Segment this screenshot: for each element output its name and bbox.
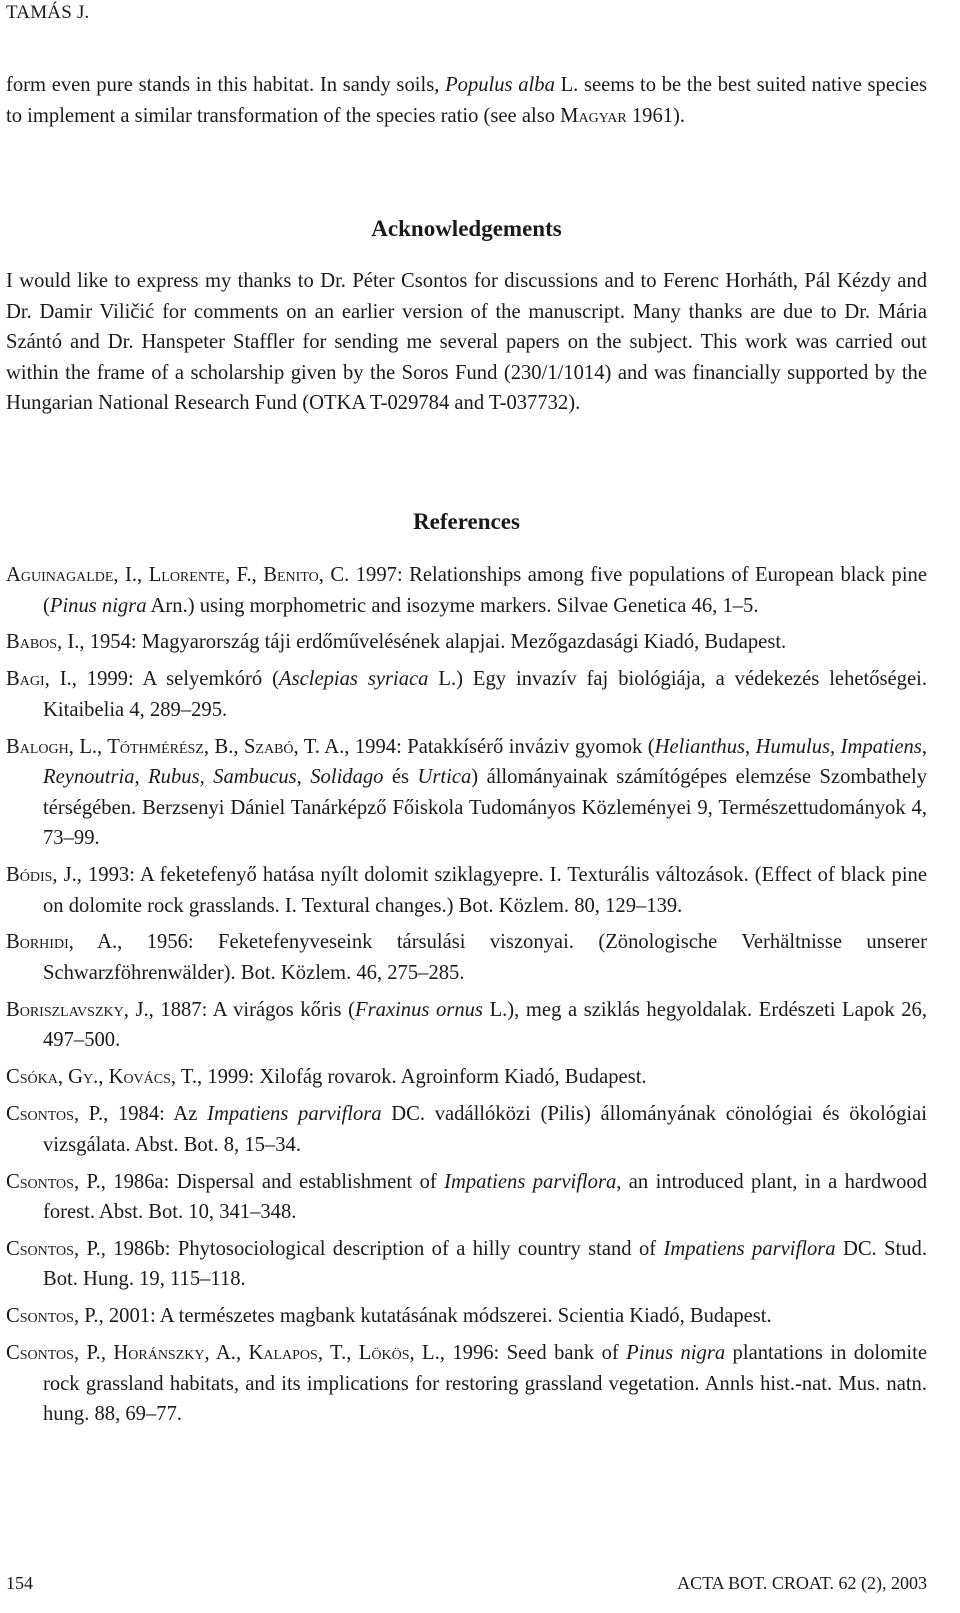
reference-text: , 1999: A selyemkóró ( — [71, 668, 279, 691]
reference-text: 1997: Relationships among five populations of European black pine ( — [43, 564, 927, 617]
reference-text: , — [296, 766, 311, 789]
reference-text: , 1954: Magyarország táji erdőművelésének alapjai. Mezőgazdasági Kiadó, Budapest. — [79, 631, 787, 654]
reference-text: DC. Stud. Bot. Hung. 19, 115–118. — [43, 1237, 927, 1291]
reference-author: Csontos, P. — [6, 1237, 101, 1260]
acknowledgements-paragraph: I would like to express my thanks to Dr. Péter Csontos for discussions and to Ferenc Horháth, Pál Kézdy and Dr. Damir Viličić for comments on an earlier version of the manuscript. Many thanks are due to Dr. Mária Szántó and Dr. Hanspeter Staffler for sending me several papers on the subject. This work was carried out within the frame of a scholarship given by the Soros Fund (230/1/1014) and was financially supported by the Hungarian National Research Fund (OTKA T-029784 and T-037732). — [6, 270, 927, 415]
reference-author: Bódis, J. — [6, 864, 77, 887]
reference-text: L.) Egy invazív faj biológiája, a védekezés lehetőségei. Kitaibelia 4, 289–295. — [43, 668, 927, 721]
reference-item — [6, 995, 927, 1056]
reference-text: L.), meg a sziklás hegyoldalak. Erdészeti Lapok 26, 497–500. — [43, 998, 928, 1052]
reference-taxon: Rubus — [148, 766, 200, 789]
intro-paragraph — [6, 70, 927, 131]
reference-author: Csontos, P. — [6, 1170, 101, 1193]
reference-text: és — [383, 766, 418, 789]
reference-text: , 1999: Xilofág rovarok. Agroinform Kiadó, Budapest. — [197, 1066, 647, 1089]
reference-taxon: Urtica — [417, 766, 472, 789]
reference-text: , 1996: Seed bank of — [439, 1342, 627, 1365]
reference-taxon: Pinus nigra — [626, 1342, 726, 1365]
reference-taxon: Pinus nigra — [49, 594, 147, 617]
reference-item — [6, 1062, 927, 1093]
reference-author: Csontos, P. — [6, 1305, 99, 1328]
page — [6, 0, 927, 1613]
reference-text: , — [830, 735, 841, 758]
reference-text: , — [134, 766, 149, 789]
reference-text: , — [745, 735, 756, 758]
reference-item — [6, 1167, 927, 1228]
reference-text: , 1993: A feketefenyő hatása nyílt dolomit sziklagyepre. I. Texturális változások. (Effect of black pine on dolomite rock grasslands. I. Textural changes.) Bot. Közlem. 80, 129–139. — [43, 864, 927, 917]
reference-item — [6, 664, 927, 725]
page-footer — [6, 1573, 927, 1594]
reference-taxon: Sambucus — [213, 766, 297, 789]
intro-species: Populus alba — [445, 74, 555, 96]
reference-author: Csontos, P. — [6, 1103, 104, 1126]
reference-author: Balogh, L., Tóthmérész, B., Szabó, T. A. — [6, 735, 345, 758]
reference-text: Arn.) using morphometric and isozyme markers. Silvae Genetica 46, 1–5. — [146, 594, 759, 617]
reference-taxon: Impatiens parviflora — [444, 1170, 617, 1193]
reference-author: Borhidi, A. — [6, 931, 118, 954]
reference-item — [6, 627, 927, 658]
reference-author: Babos, I. — [6, 631, 80, 654]
intro-text-3: 1961). — [626, 104, 686, 127]
reference-text: , 1994: Patakkísérő inváziv gyomok ( — [344, 735, 655, 758]
reference-author: Bagi, I. — [6, 668, 72, 691]
reference-text: , 2001: A természetes magbank kutatásának módszerei. Scientia Kiadó, Budapest. — [98, 1305, 772, 1328]
intro-text-2: L. seems to be the best suited native species to implement a similar transformation of the species ratio (see also — [6, 74, 928, 127]
reference-item — [6, 1099, 927, 1160]
reference-text: , — [199, 766, 214, 789]
reference-text: , 1986b: Phytosociological description of a hilly country stand of — [100, 1237, 664, 1260]
reference-text: plantations in dolomite rock grassland habitats, and its implications for restoring grassland vegetation. Annls hist.-nat. Mus. natn. hung. 88, 69–77. — [43, 1342, 927, 1426]
reference-list — [6, 560, 927, 1436]
reference-taxon: Solidago — [310, 766, 384, 789]
reference-taxon: Impatiens parviflora — [663, 1237, 836, 1260]
reference-taxon: Asclepias syriaca — [279, 668, 429, 691]
reference-taxon: Impatiens — [840, 735, 922, 758]
reference-item — [6, 1301, 927, 1332]
reference-author: Csontos, P., Horánszky, A., Kalapos, T., Lökös, L. — [6, 1342, 440, 1365]
reference-author: Aguinagalde, I., Llorente, F., Benito, C. — [6, 564, 350, 586]
journal-citation: ACTA BOT. CROAT. 62 (2), 2003 — [677, 1573, 927, 1593]
reference-text: , 1956: Feketefenyveseink társulási viszonyai. (Zönologische Verhältnisse unserer Schwarzföhrenwälder). Bot. Közlem. 46, 275–285. — [43, 931, 927, 984]
reference-text: , 1887: A virágos kőris ( — [148, 998, 356, 1021]
reference-taxon: Reynoutria — [43, 766, 135, 789]
reference-item — [6, 732, 927, 854]
reference-item — [6, 1234, 927, 1295]
reference-text: , 1986a: Dispersal and establishment of — [100, 1170, 445, 1193]
reference-author: Boriszlavszky, J. — [6, 998, 149, 1021]
reference-taxon: Impatiens parviflora — [207, 1103, 382, 1126]
reference-text: DC. vadállóközi (Pilis) állományának cönológiai és ökológiai vizsgálata. Abst. Bot. 8, 15–34. — [43, 1103, 927, 1156]
reference-taxon: Fraxinus ornus — [355, 998, 483, 1021]
reference-text: ) állományainak számítógépes elemzése Szombathely térségében. Berzsenyi Dániel Tanárképző Főiskola Tudományos Közleményei 9, Természettudományok 4, 73–99. — [43, 766, 928, 850]
reference-item — [6, 1338, 927, 1430]
running-head: TAMÁS J. — [6, 2, 90, 23]
intro-cite-author: Magyar — [560, 104, 627, 127]
reference-item — [6, 927, 927, 988]
intro-text-1: form even pure stands in this habitat. In sandy soils, — [6, 74, 446, 96]
reference-author: Csóka, Gy., Kovács, T. — [6, 1066, 198, 1089]
reference-text: , an introduced plant, in a hardwood forest. Abst. Bot. 10, 341–348. — [43, 1170, 927, 1224]
reference-taxon: Helianthus — [654, 735, 746, 758]
acknowledgements-heading: Acknowledgements — [371, 216, 562, 241]
reference-text: , — [921, 735, 928, 758]
reference-item — [6, 560, 927, 621]
reference-taxon: Humulus — [755, 735, 831, 758]
references-heading: References — [413, 509, 520, 534]
reference-text: , 1984: Az — [103, 1103, 208, 1126]
reference-item — [6, 860, 927, 921]
page-number: 154 — [6, 1573, 33, 1593]
